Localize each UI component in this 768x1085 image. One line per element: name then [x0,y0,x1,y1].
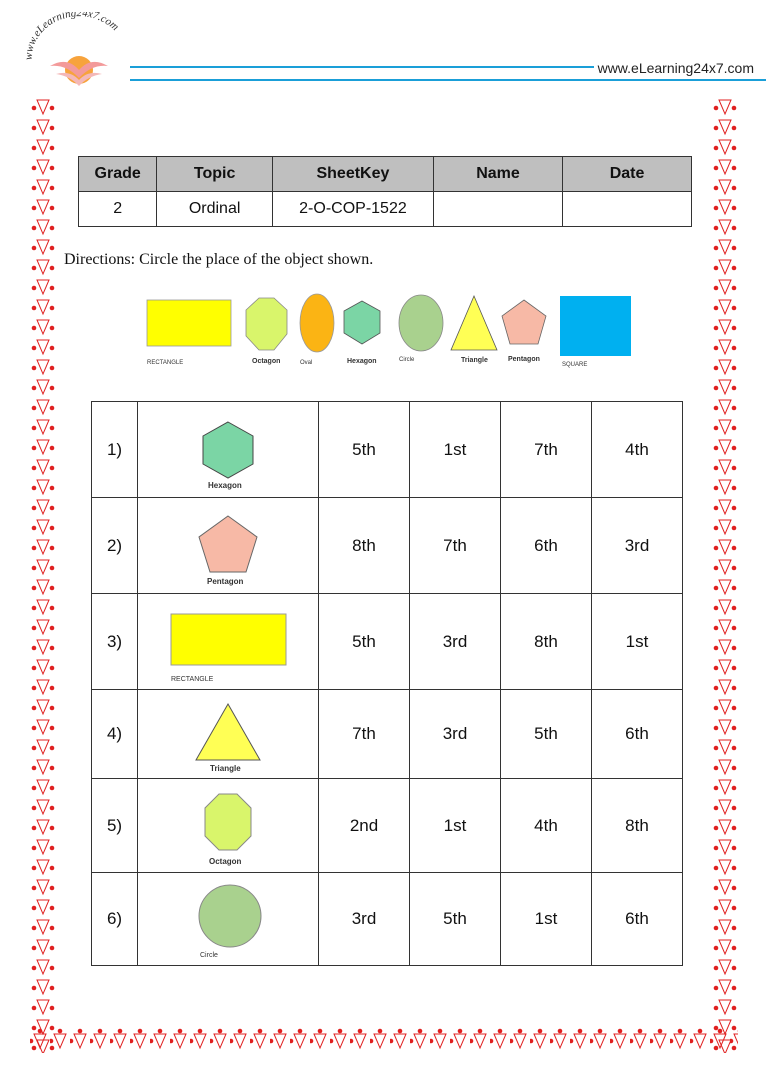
sheetkey-value: 2-O-COP-1522 [272,192,433,227]
answer-option[interactable]: 8th [501,594,592,690]
topic-value: Ordinal [157,192,273,227]
ref-triangle-label: Triangle [461,357,488,364]
logo-text: www.eLearning24x7.com [22,12,122,61]
sheetkey-header: SheetKey [272,157,433,192]
table-row [92,402,683,498]
answer-option[interactable]: 5th [319,594,410,690]
question-number: 2) [92,498,138,594]
ref-square-label: SQUARE [562,362,588,368]
question-number: 3) [92,594,138,690]
question-shape [138,873,319,966]
topic-header: Topic [157,157,273,192]
answer-option[interactable]: 2nd [319,779,410,873]
ref-octagon-label: Octagon [252,358,281,365]
ref-oval-label: Oval [300,360,313,366]
date-header: Date [563,157,692,192]
grade-header: Grade [79,157,157,192]
answer-option[interactable]: 6th [592,873,683,966]
question-shape [138,594,319,690]
site-url[interactable]: www.eLearning24x7.com [597,60,754,76]
answer-option[interactable]: 7th [319,690,410,779]
ref-hexagon-label: Hexagon [347,358,377,365]
grade-value: 2 [79,192,157,227]
left-decorative-border [30,98,56,1053]
header-rule-bottom [130,79,766,81]
answer-option[interactable]: 6th [501,498,592,594]
question-shape [138,779,319,873]
ref-oval [300,294,334,366]
date-field[interactable] [563,192,692,227]
ref-square [560,296,631,368]
table-row [92,690,683,779]
answer-option[interactable]: 4th [501,779,592,873]
answer-option[interactable]: 6th [592,690,683,779]
answer-option[interactable]: 5th [501,690,592,779]
answer-option[interactable]: 1st [410,779,501,873]
ref-octagon [246,298,287,365]
answer-option[interactable]: 3rd [592,498,683,594]
bottom-decorative-border [30,1028,738,1054]
table-row [92,873,683,966]
right-decorative-border [712,98,738,1053]
directions-text: Directions: Circle the place of the object shown. [64,251,374,268]
question-number: 1) [92,402,138,498]
shape-label: Hexagon [208,480,242,490]
answer-option[interactable]: 1st [592,594,683,690]
question-shape [138,690,319,779]
answer-option[interactable]: 5th [319,402,410,498]
shape-label: RECTANGLE [171,675,214,682]
answer-option[interactable]: 7th [501,402,592,498]
answer-option[interactable]: 3rd [410,594,501,690]
table-row [92,498,683,594]
table-row [92,779,683,873]
ref-hexagon [344,301,380,365]
elearning-logo [22,12,132,92]
question-number: 6) [92,873,138,966]
table-row [92,594,683,690]
shape-label: Triangle [210,764,241,773]
question-number: 4) [92,690,138,779]
answer-option[interactable]: 8th [319,498,410,594]
questions-table [91,401,683,966]
answer-option[interactable]: 1st [410,402,501,498]
answer-option[interactable]: 5th [410,873,501,966]
svg-text:www.eLearning24x7.com [23,12,121,60]
ref-pentagon [502,300,546,363]
ref-circle-label: Circle [399,357,415,363]
answer-option[interactable]: 7th [410,498,501,594]
answer-option[interactable]: 4th [592,402,683,498]
answer-option[interactable]: 1st [501,873,592,966]
ref-triangle [451,296,497,364]
ref-circle [399,295,443,363]
reference-shapes-strip [140,288,640,372]
question-number: 5) [92,779,138,873]
ref-rectangle-label: RECTANGLE [147,360,184,366]
shape-label: Octagon [209,856,242,866]
ref-pentagon-label: Pentagon [508,356,540,363]
header-rule-top [130,66,594,68]
name-field[interactable] [433,192,562,227]
shape-label: Pentagon [207,576,244,586]
name-header: Name [433,157,562,192]
question-shape [138,498,319,594]
answer-option[interactable]: 8th [592,779,683,873]
shape-label: Circle [200,952,218,959]
worksheet-info-table [78,156,692,227]
answer-option[interactable]: 3rd [319,873,410,966]
answer-option[interactable]: 3rd [410,690,501,779]
ref-rectangle [147,300,231,366]
question-shape [138,402,319,498]
